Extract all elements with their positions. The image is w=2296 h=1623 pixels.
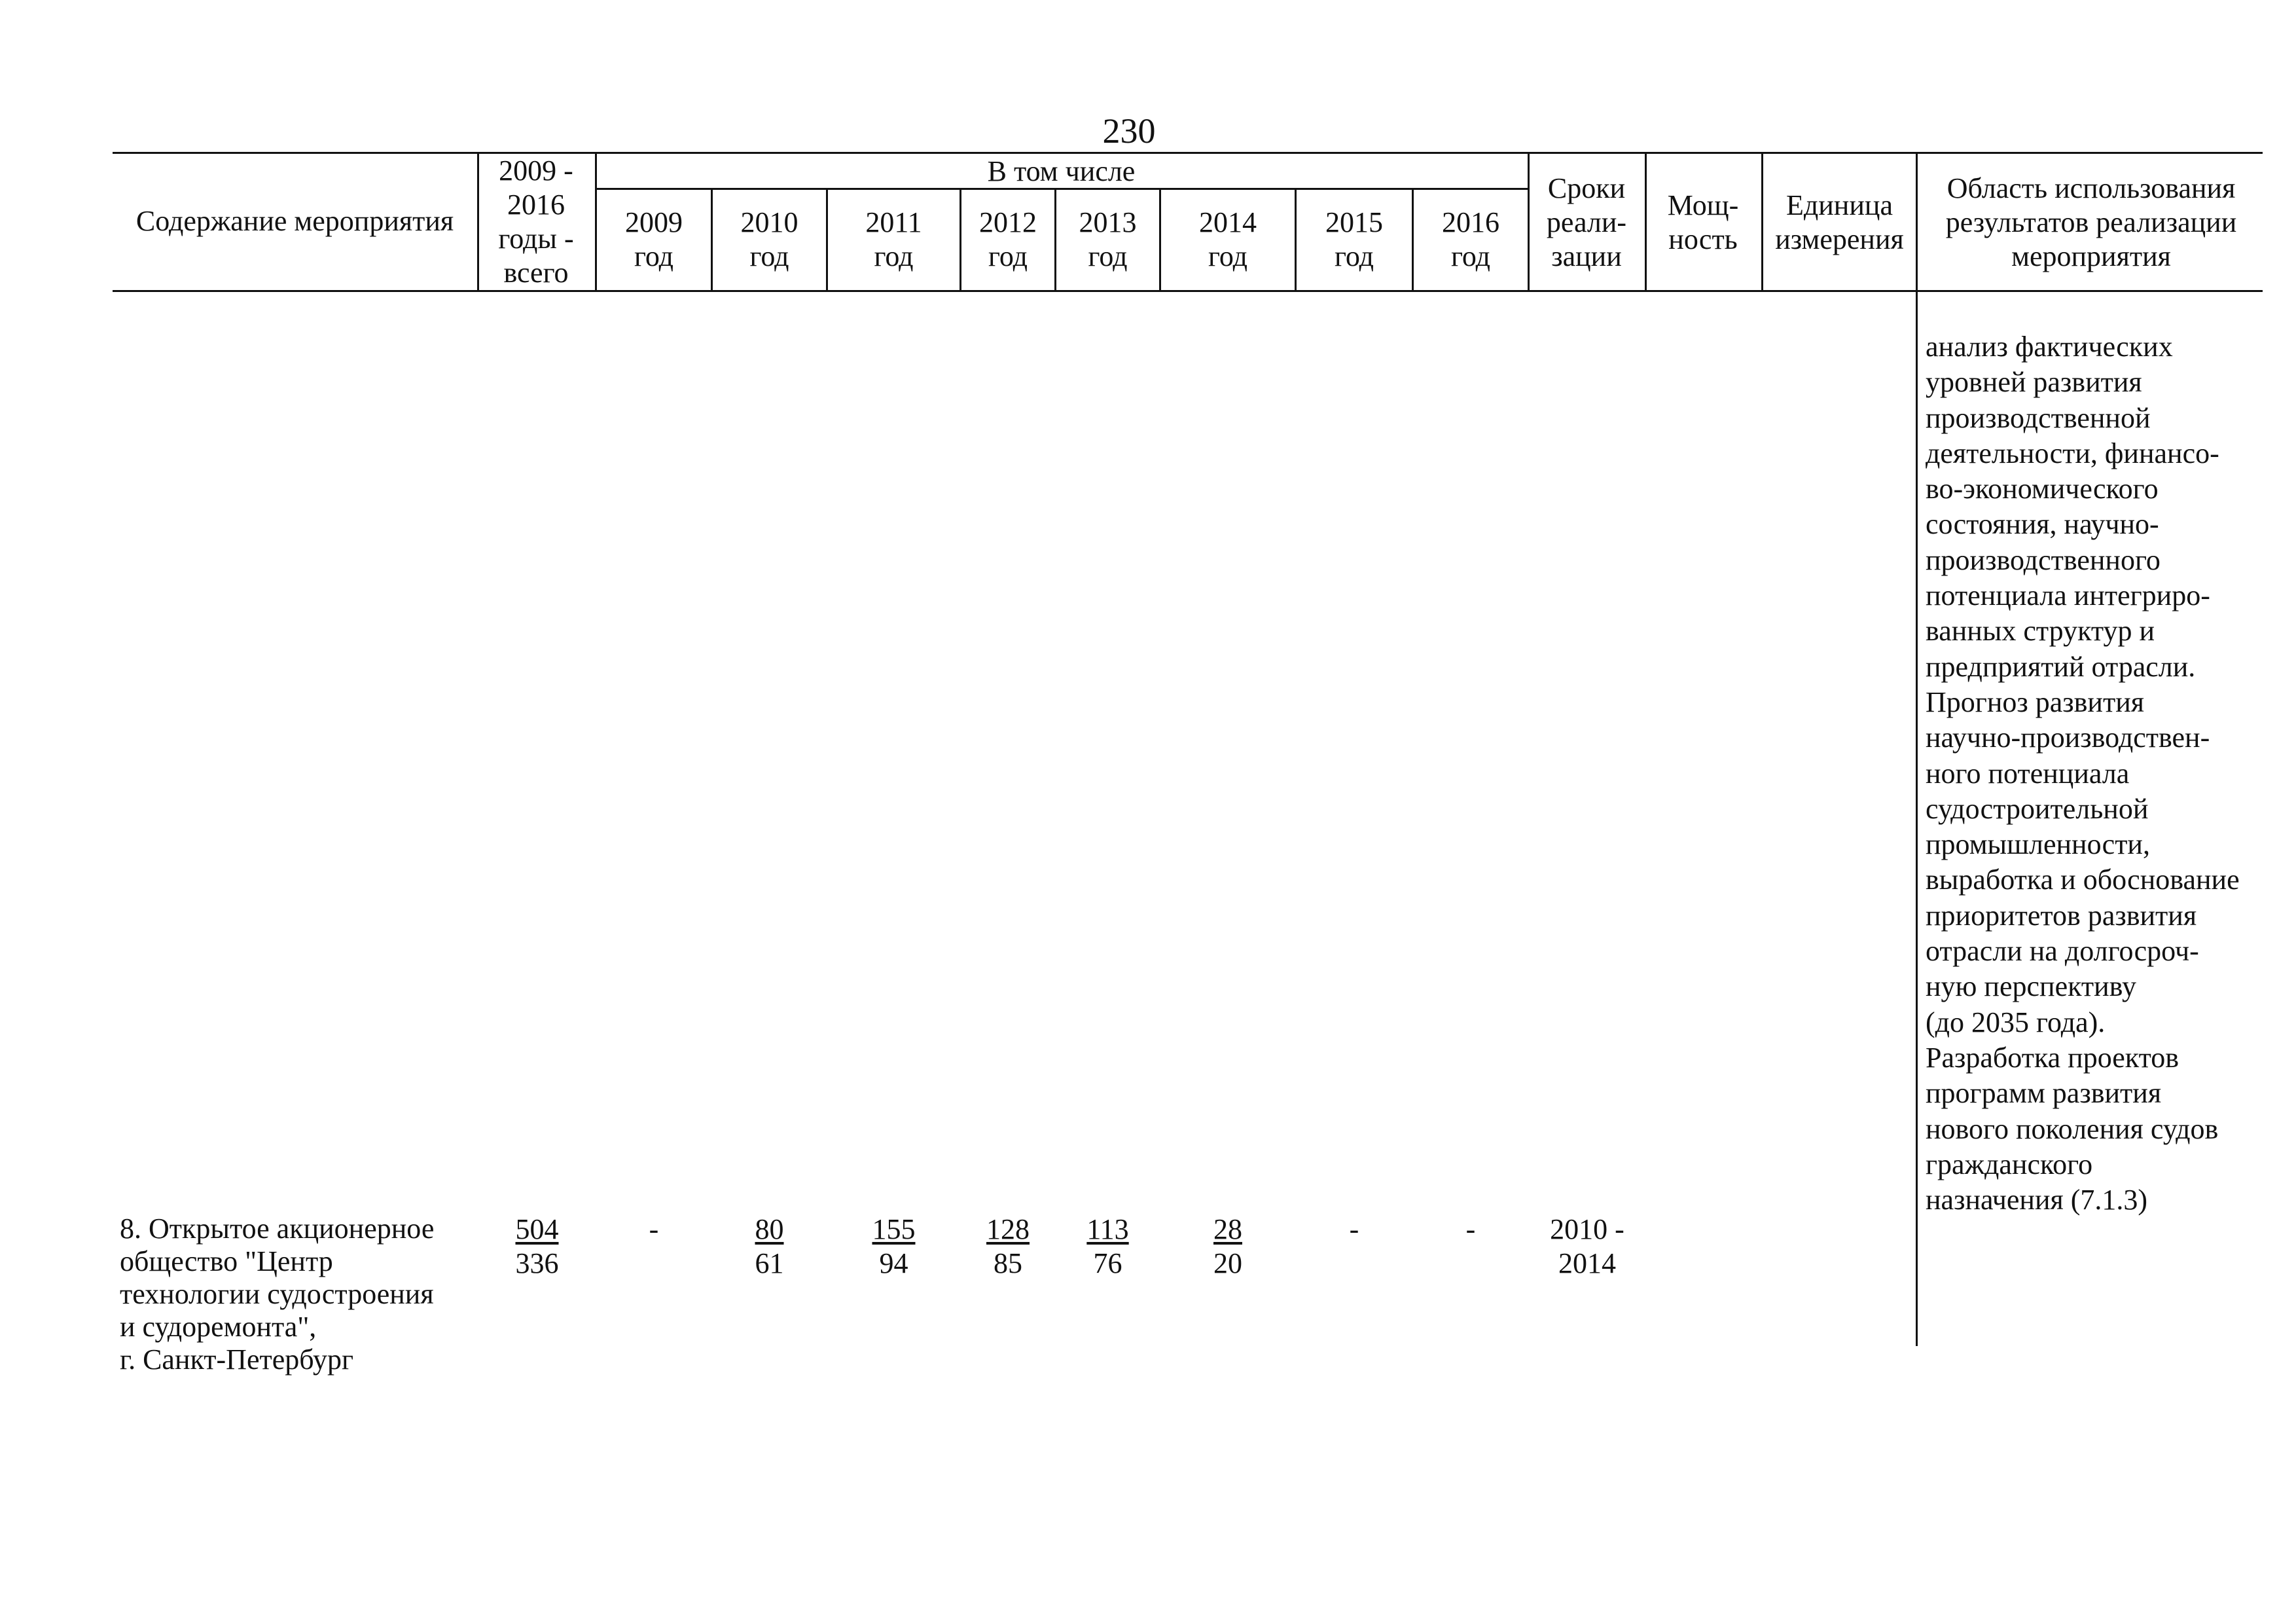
- value-bottom: 61: [755, 1247, 784, 1279]
- scope-continuation-text: [1926, 329, 2240, 1218]
- value-dash: -: [1465, 1213, 1476, 1245]
- scope-line: состояния, научно-: [1926, 508, 2159, 541]
- header-year-2012: [961, 206, 1054, 274]
- row-2009-value: [595, 1213, 713, 1247]
- scope-line: программ развития: [1926, 1077, 2162, 1110]
- column-divider: [1916, 152, 1918, 292]
- column-divider: [1528, 152, 1530, 292]
- value-top: 80: [755, 1213, 784, 1245]
- row-2010-value: [711, 1213, 828, 1281]
- header-year-unit: год: [1208, 240, 1248, 272]
- value-bottom: 94: [879, 1247, 908, 1279]
- header-year-2009: [597, 206, 711, 274]
- row-2014-value: [1159, 1213, 1297, 1281]
- header-event-label: Содержание мероприятия: [135, 205, 454, 237]
- scope-line: нового поколения судов: [1926, 1112, 2219, 1145]
- header-unit-label: Единица измерения: [1775, 189, 1904, 255]
- header-year-2011: [828, 206, 960, 274]
- header-year-number: 2010: [740, 206, 798, 238]
- header-year-number: 2015: [1325, 206, 1383, 238]
- row-event-description: [120, 1213, 434, 1376]
- scope-line: уровней развития: [1926, 366, 2142, 399]
- scope-line: предприятий отрасли.: [1926, 650, 2196, 683]
- row-terms-value: [1528, 1213, 1647, 1281]
- value-bottom: 76: [1093, 1247, 1122, 1279]
- row-2012-value: [960, 1213, 1056, 1281]
- scope-line: Прогноз развития: [1926, 685, 2144, 718]
- event-line: и судоремонта",: [120, 1311, 317, 1343]
- header-year-2015: [1297, 206, 1412, 274]
- header-year-unit: год: [988, 240, 1028, 272]
- scope-line: ную перспективу: [1926, 970, 2136, 1003]
- scope-line: ного потенциала: [1926, 757, 2130, 790]
- header-total-label: 2009 - 2016 годы - всего: [498, 155, 574, 289]
- header-year-2014: [1161, 206, 1295, 274]
- header-year-unit: год: [1334, 240, 1374, 272]
- event-line: технологии судостроения: [120, 1278, 434, 1310]
- scope-line: потенциала интегриро-: [1926, 579, 2210, 612]
- scope-line: производственной: [1926, 401, 2151, 434]
- event-line: общество "Центр: [120, 1245, 333, 1277]
- header-year-unit: год: [634, 240, 674, 272]
- value-top: 504: [515, 1213, 559, 1245]
- header-year-number: 2013: [1079, 206, 1137, 238]
- terms-end: 2014: [1558, 1247, 1616, 1279]
- header-year-2016: [1414, 206, 1528, 274]
- header-year-number: 2016: [1442, 206, 1499, 238]
- header-year-2013: [1056, 206, 1159, 274]
- header-including-label: В том числе: [987, 155, 1136, 187]
- header-year-number: 2009: [625, 206, 683, 238]
- header-year-unit: год: [1450, 240, 1491, 272]
- scope-line: отрасли на долгосроч-: [1926, 935, 2199, 968]
- value-top: 113: [1086, 1213, 1129, 1245]
- column-divider: [477, 152, 479, 292]
- header-year-number: 2014: [1199, 206, 1257, 238]
- value-bottom: 20: [1213, 1247, 1242, 1279]
- terms-start: 2010 -: [1550, 1213, 1624, 1245]
- scope-line: назначения (7.1.3): [1926, 1184, 2148, 1216]
- column-divider: [1645, 152, 1647, 292]
- row-2013-value: [1054, 1213, 1161, 1281]
- header-bottom-rule: [113, 290, 2263, 292]
- scope-line: судостроительной: [1926, 792, 2149, 825]
- scope-line: научно-производствен-: [1926, 721, 2210, 754]
- header-year-unit: год: [1088, 240, 1128, 272]
- scope-line: (до 2035 года).: [1926, 1006, 2106, 1038]
- value-top: 128: [986, 1213, 1030, 1245]
- row-2011-value: [826, 1213, 961, 1281]
- scope-line: во-экономического: [1926, 473, 2159, 505]
- row-total-value: [477, 1213, 597, 1281]
- scope-line: Разработка проектов: [1926, 1041, 2179, 1074]
- value-dash: -: [1349, 1213, 1359, 1245]
- value-bottom: 336: [515, 1247, 559, 1279]
- header-capacity-label: Мощ- ность: [1667, 189, 1739, 255]
- column-divider: [1916, 292, 1918, 1346]
- header-year-number: 2011: [865, 206, 922, 238]
- scope-line: гражданского: [1926, 1148, 2093, 1180]
- scope-line: ванных структур и: [1926, 615, 2155, 647]
- value-bottom: 85: [994, 1247, 1022, 1279]
- header-year-unit: год: [749, 240, 789, 272]
- event-line: 8. Открытое акционерное: [120, 1213, 435, 1245]
- value-dash: -: [649, 1213, 659, 1245]
- header-year-number: 2012: [979, 206, 1037, 238]
- scope-line: производственного: [1926, 543, 2161, 576]
- row-2016-value: [1412, 1213, 1530, 1247]
- header-year-2010: [713, 206, 826, 274]
- scope-line: промышленности,: [1926, 828, 2150, 861]
- header-top-rule: [113, 152, 2263, 154]
- row-2015-value: [1295, 1213, 1414, 1247]
- page-number: 230: [1102, 111, 1156, 151]
- header-scope-label: Область использования результатов реализации мероприятия: [1945, 172, 2237, 272]
- value-top: 155: [872, 1213, 916, 1245]
- scope-line: анализ фактических: [1926, 331, 2173, 363]
- event-line: г. Санкт-Петербург: [120, 1343, 354, 1376]
- header-year-unit: год: [874, 240, 914, 272]
- scope-line: выработка и обоснование: [1926, 864, 2240, 896]
- value-top: 28: [1213, 1213, 1242, 1245]
- scope-line: приоритетов развития: [1926, 899, 2197, 932]
- header-terms-label: Сроки реали- зации: [1546, 172, 1627, 272]
- scope-line: деятельности, финансо-: [1926, 437, 2219, 469]
